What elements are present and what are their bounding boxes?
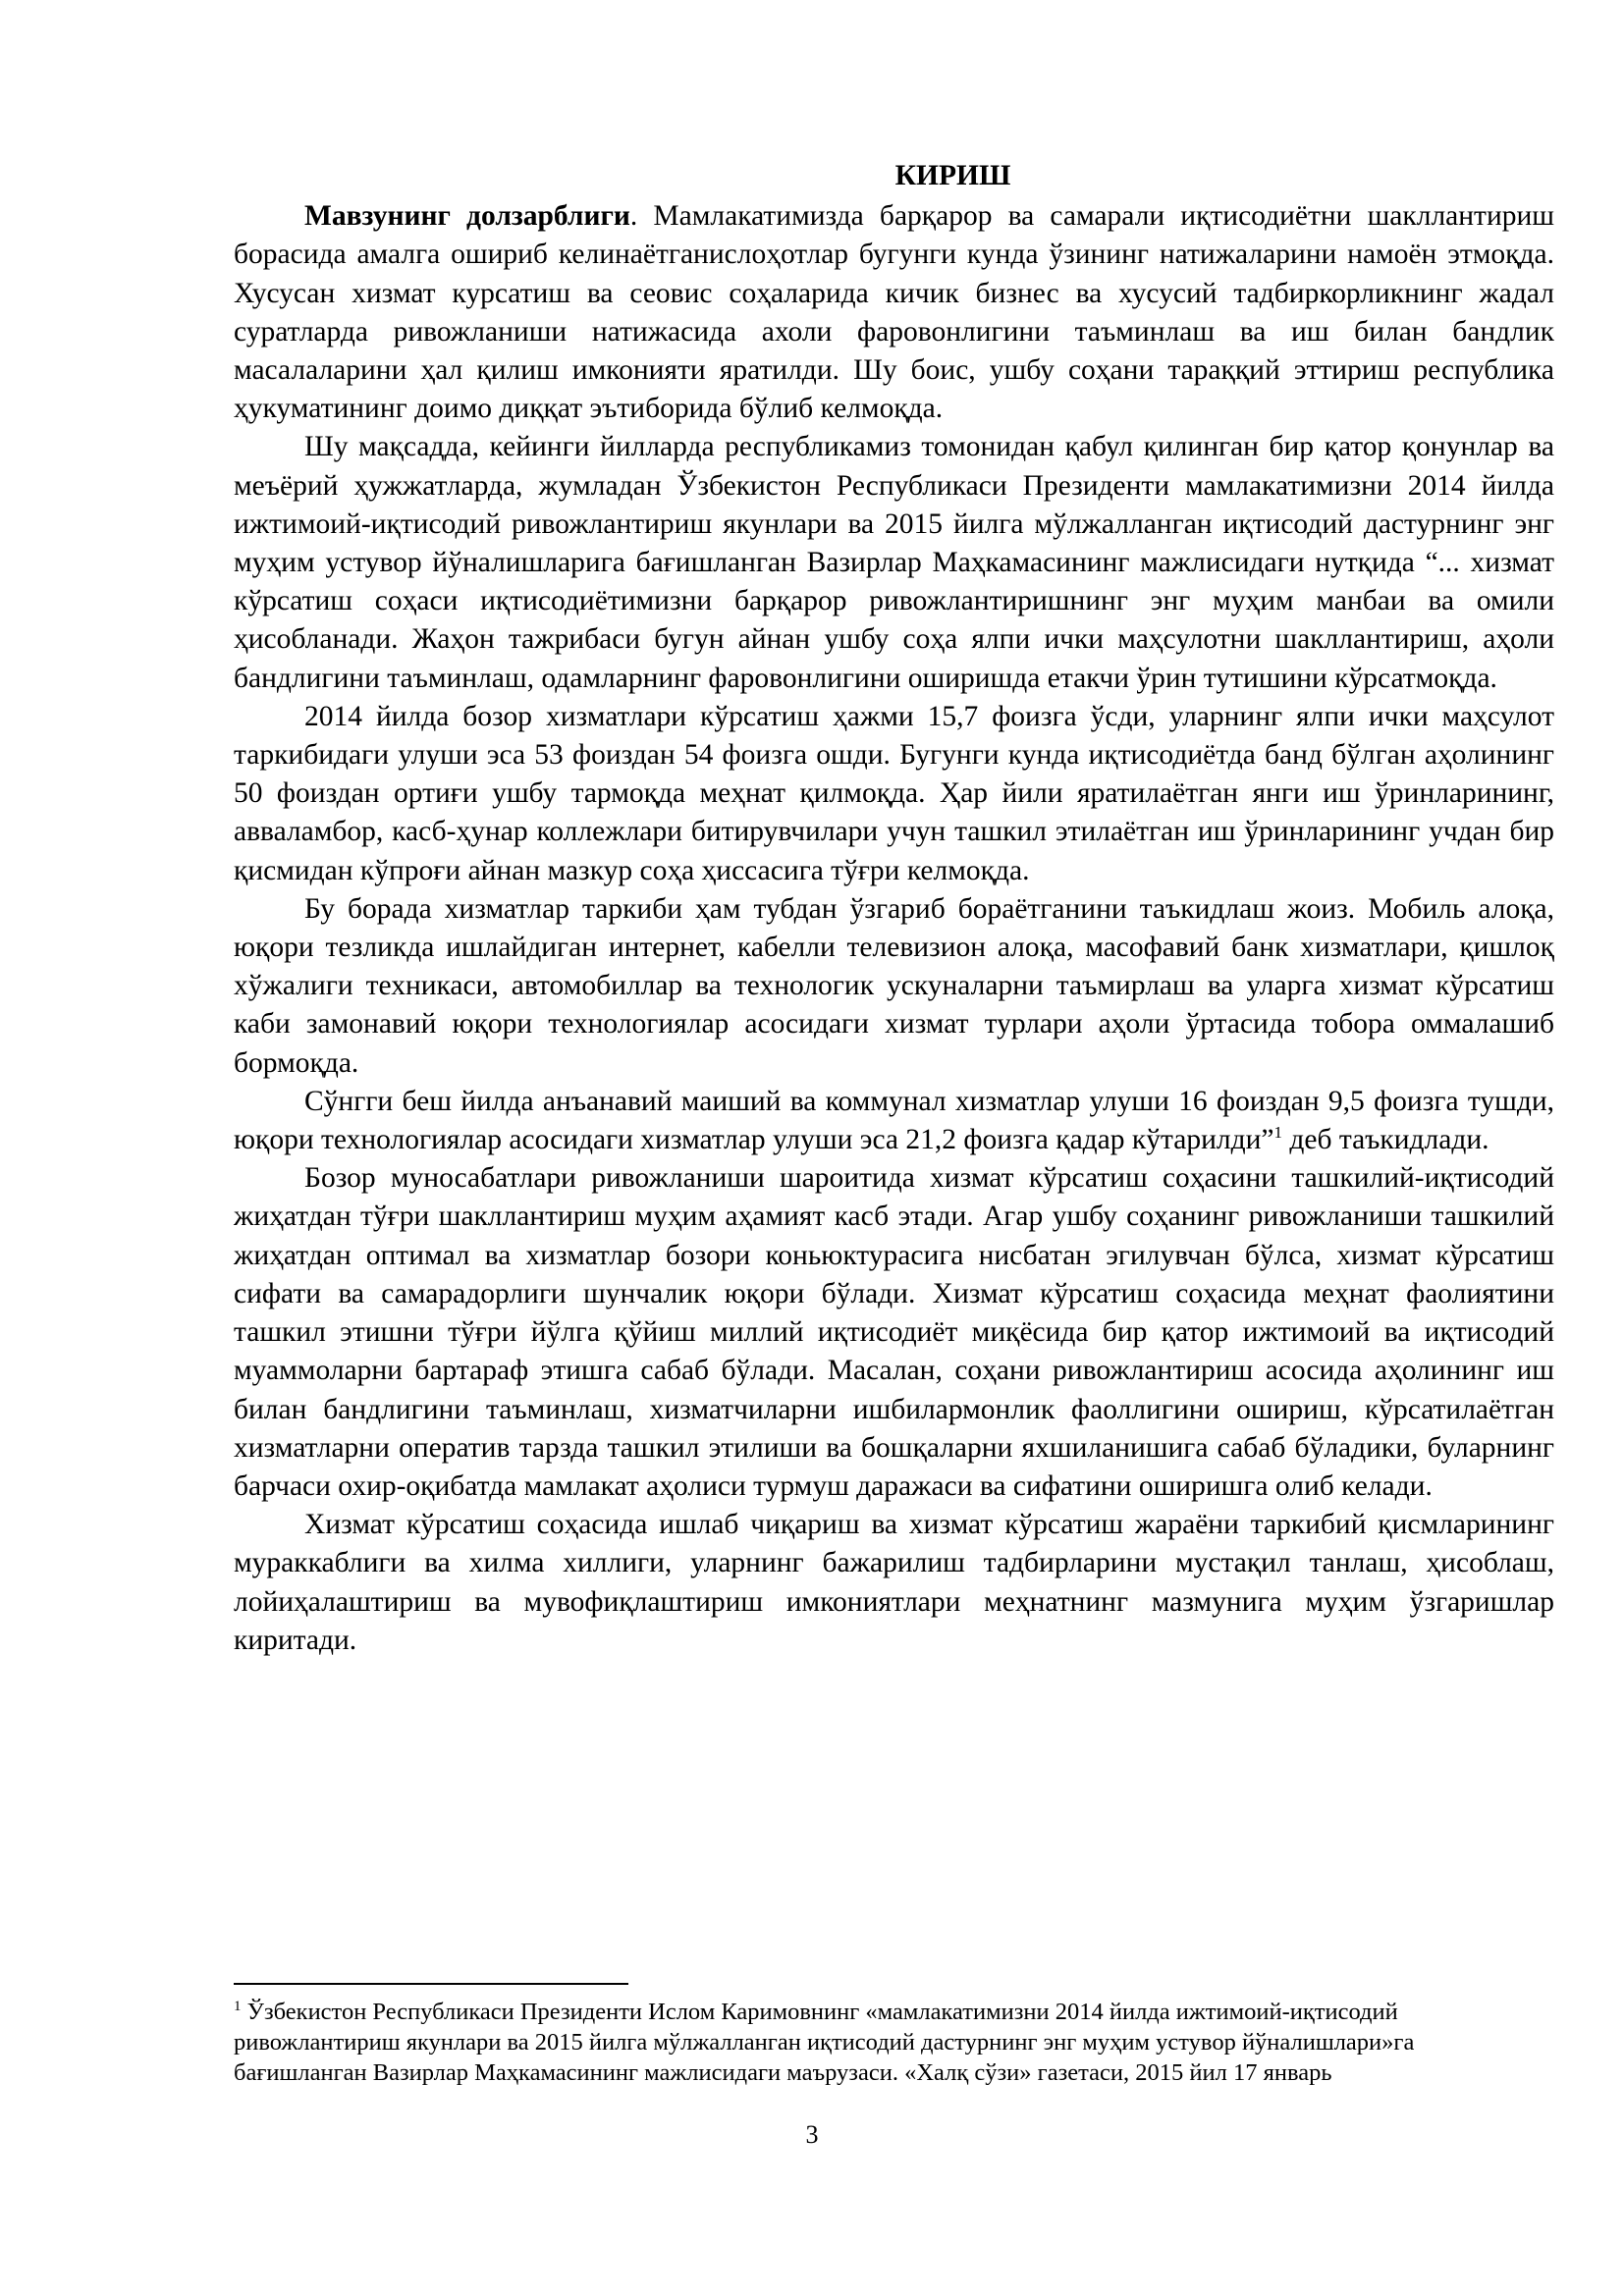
paragraph (234, 1083, 1554, 1159)
paragraph (234, 890, 1554, 1083)
footnote-reference[interactable]: 1 (1273, 1123, 1282, 1143)
paragraph-text: . Мамлакатимизда барқарор ва самарали иқтисодиётни шакллантириш борасида амалга ошириб келинаётганислоҳотлар бугунги кунда ўзининг натижаларини намоён этмоқда. Хусусан хизмат курсатиш ва сеовис соҳаларида кичик бизнес ва хусусий тадбиркорликнинг жадал суратларда ривожланиши натижасида ахоли фаровонлигини таъминлаш ва иш билан бандлик масалаларини ҳал қилиш имконияти яратилди. Шу боис, ушбу соҳани тараққий эттириш республика ҳукуматининг доимо диққат эътиборида бўлиб келмоқда. (234, 200, 1554, 425)
paragraph-text: Бу борада хизматлар таркиби ҳам тубдан ўзгариб бораётганини таъкидлаш жоиз. Мобиль алоқа, юқори тезликда ишлайдиган интернет, кабелли телевизион алоқа, масофавий банк хизматлари, қишлоқ хўжалиги техникаси, автомобиллар ва технологик ускуналарни таъмирлаш ва уларга хизмат кўрсатиш каби замонавий юқори технологиялар асосидаги хизмат турлари аҳоли ўртасида тобора оммалашиб бормоқда. (234, 892, 1554, 1079)
paragraph-text: Сўнгги беш йилда анъанавий маиший ва коммунал хизматлар улуши 16 фоиздан 9,5 фоизга тушди, юқори технологиялар асосидаги хизматлар улуши эса 21,2 фоизга қадар кўтарилди” (234, 1085, 1554, 1156)
footnote (234, 1997, 1530, 2088)
paragraph-text: Бозор муносабатлари ривожланиши шароитида хизмат кўрсатиш соҳасини ташкилий-иқтисодий жиҳатдан тўғри шакллантириш муҳим аҳамият касб этади. Агар ушбу соҳанинг ривожланиши ташкилий жиҳатдан оптимал ва хизматлар бозори коньюктурасига нисбатан эгилувчан бўлса, хизмат кўрсатиш сифати ва самарадорлиги шунчалик юқори бўлади. Хизмат кўрсатиш соҳасида меҳнат фаолиятини ташкил этишни тўғри йўлга қўйиш миллий иқтисодиёт миқёсида бир қатор ижтимоий ва иқтисодий муаммоларни бартараф этишга сабаб бўлади. Масалан, соҳани ривожлантириш асосида аҳолининг иш билан бандлигини таъминлаш, хизматчиларни ишбилармонлик фаоллигини ошириш, кўрсатилаётган хизматларни оператив тарзда ташкил этилиши ва бошқаларни яхшиланишига сабаб бўладики, буларнинг барчаси охир-оқибатда мамлакат аҳолиси турмуш даражаси ва сифатини оширишга олиб келади. (234, 1162, 1554, 1502)
paragraph-text: Шу мақсадда, кейинги йилларда республикамиз томонидан қабул қилинган бир қатор қонунлар ва меъёрий ҳужжатларда, жумладан Ўзбекистон Республикаси Президенти мамлакатимизни 2014 йилда ижтимоий-иқтисодий ривожлантириш якунлари ва 2015 йилга мўлжалланган иқтисодий дастурнинг энг муҳим устувор йўналишларига бағишланган Вазирлар Маҳкамасининг мажлисидаги нутқида “... хизмат кўрсатиш соҳаси иқтисодиётимизни барқарор ривожлантиришнинг энг муҳим манбаи ва омили ҳисобланади. Жаҳон тажрибаси бугун айнан ушбу соҳа ялпи ички маҳсулотни шакллантириш, аҳоли бандлигини таъминлаш, одамларнинг фаровонлигини оширишда етакчи ўрин тутишини кўрсатмоқда. (234, 431, 1554, 694)
paragraph (234, 1159, 1554, 1506)
paragraph (234, 1506, 1554, 1660)
paragraph-lead: Мавзунинг долзарблиги (304, 200, 630, 233)
page-number: 3 (805, 2120, 819, 2149)
footnote-marker: 1 (234, 1998, 242, 2014)
section-title: КИРИШ (894, 160, 1011, 191)
footnote-divider (234, 1983, 628, 1985)
paragraph (234, 698, 1554, 890)
footnote-text: Ўзбекистон Республикаси Президенти Ислом Каримовнинг «мамлакатимизни 2014 йилда ижтимоий-иқтисодий ривожлантириш якунлари ва 2015 йилга мўлжалланган иқтисодий дастурнинг энг муҳим устувор йўналишлари»га бағишланган Вазирлар Маҳкамасининг мажлисидаги маърузаси. «Халқ сўзи» газетаси, 2015 йил 17 январь (234, 1999, 1415, 2086)
paragraph-text: Хизмат кўрсатиш соҳасида ишлаб чиқариш ва хизмат кўрсатиш жараёни таркибий қисмларининг мураккаблиги ва хилма хиллиги, уларнинг бажарилиш тадбирларини мустақил танлаш, ҳисоблаш, лойиҳалаштириш ва мувофиқлаштириш имкониятлари меҳнатнинг мазмунига муҳим ўзгаришлар киритади. (234, 1509, 1554, 1656)
paragraph-relevance (234, 197, 1554, 428)
paragraph-tail: деб таъкидлади. (1281, 1124, 1489, 1156)
paragraph-text: 2014 йилда бозор хизматлари кўрсатиш ҳажми 15,7 фоизга ўсди, уларнинг ялпи ички маҳсулот таркибидаги улуши эса 53 фоиздан 54 фоизга ошди. Бугунги кунда иқтисодиётда банд бўлган аҳолининг 50 фоиздан ортиғи ушбу тармоқда меҳнат қилмоқда. Ҳар йили яратилаётган янги иш ўринларининг, авваламбор, касб-ҳунар коллежлари битирувчилари учун ташкил этилаётган иш ўринларининг учдан бир қисмидан кўпроғи айнан мазкур соҳа ҳиссасига тўғри келмоқда. (234, 700, 1554, 886)
paragraph (234, 428, 1554, 697)
main-text (234, 157, 1554, 1660)
